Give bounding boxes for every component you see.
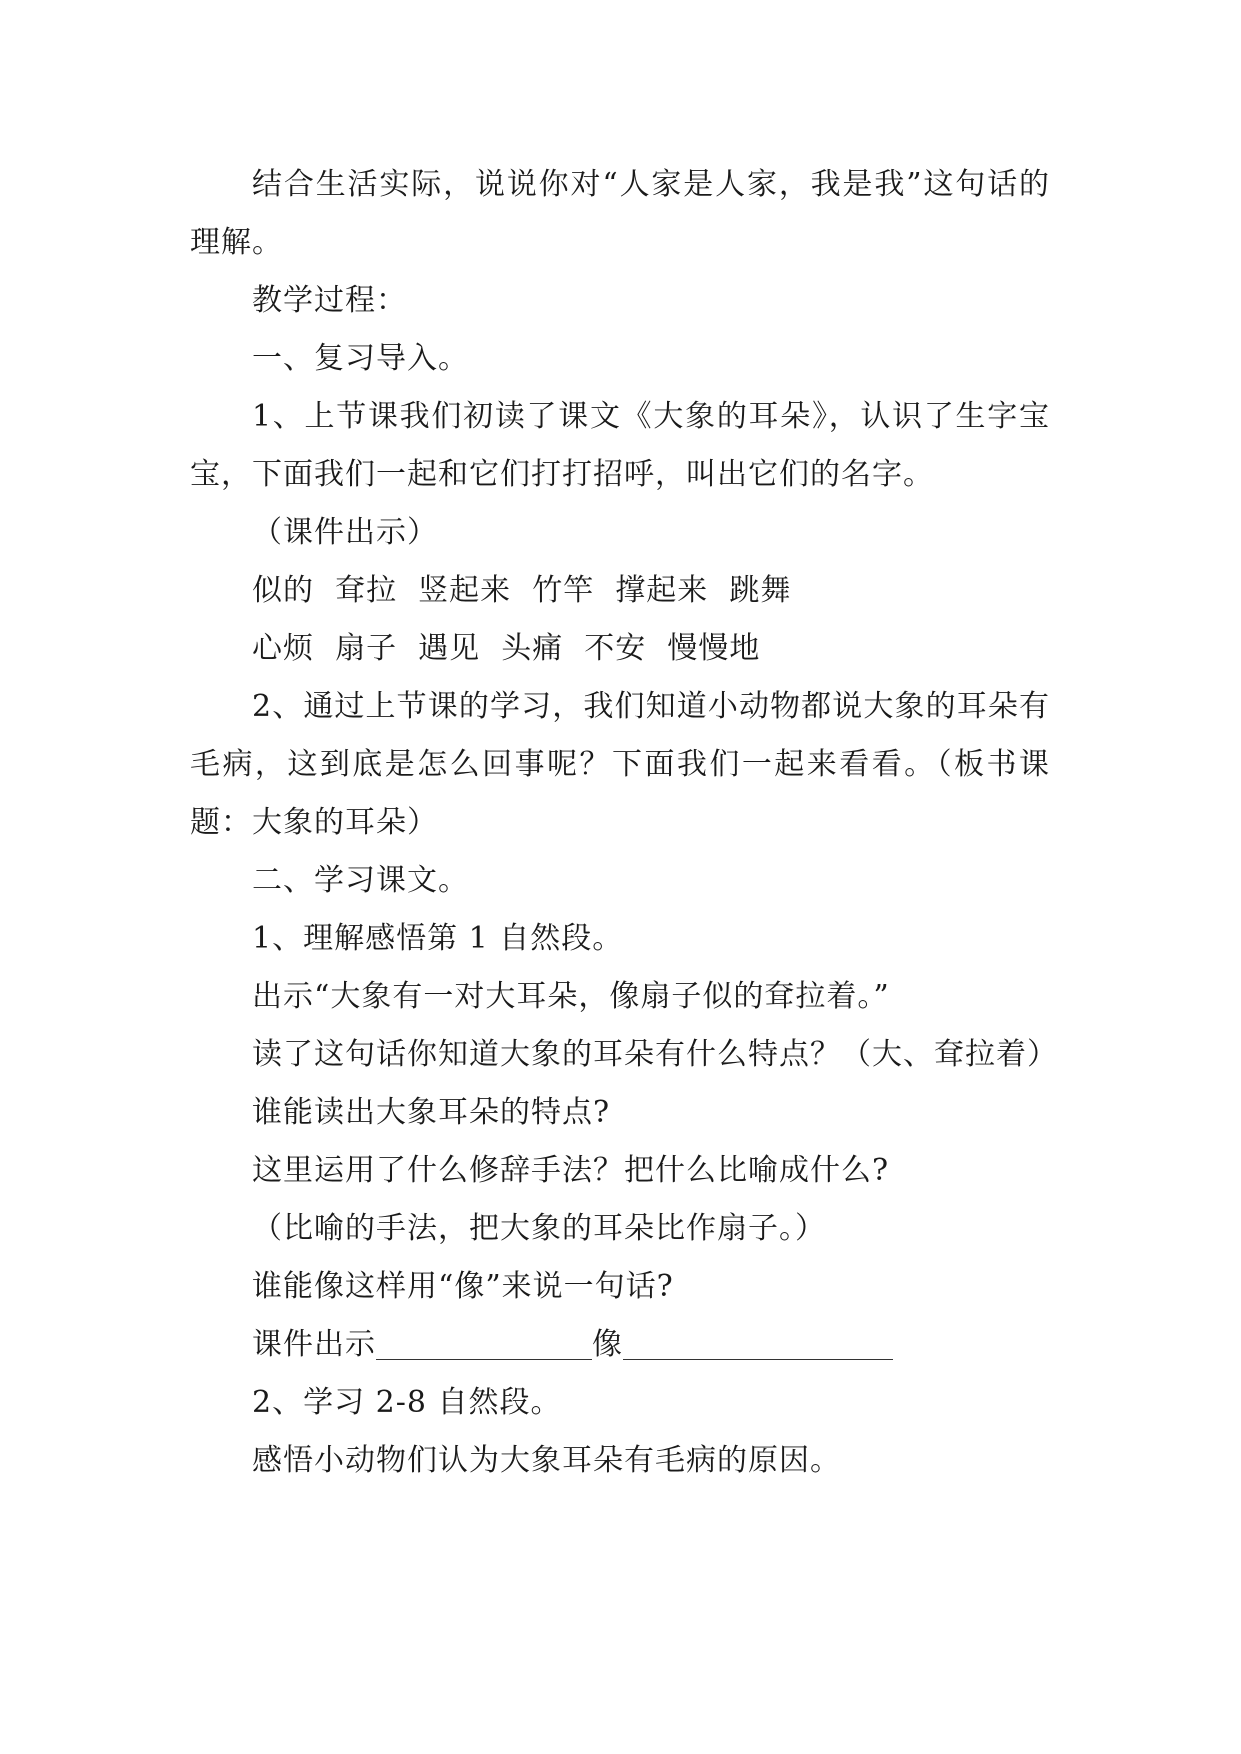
paragraph-question-sentence: 谁能像这样用“像”来说一句话? [252,1269,674,1304]
section-heading-review: 一、复习导入。 [252,341,469,376]
blank-underline-1 [376,1358,592,1360]
paragraph-study-2: 2、学习 2-8 自然段。 [252,1385,562,1420]
paragraph-answer-metaphor: （比喻的手法，把大象的耳朵比作扇子。） [252,1211,826,1246]
paragraph-task: 结合生活实际，说说你对“人家是人家，我是我”这句话的理解。 [190,167,1050,260]
fill-blank-line [190,1316,1050,1374]
paragraph-quote: 出示“大象有一对大耳朵，像扇子似的耷拉着。” [252,979,890,1014]
section-heading-study: 二、学习课文。 [252,863,469,898]
paragraph-question-feature: 读了这句话你知道大象的耳朵有什么特点？（大、耷拉着） [252,1037,1058,1072]
vocabulary-row-2: 心烦 扇子 遇见 头痛 不安 慢慢地 [252,631,761,666]
paragraph-question-read: 谁能读出大象耳朵的特点? [252,1095,611,1130]
paragraph-study-2-goal: 感悟小动物们认为大象耳朵有毛病的原因。 [252,1443,841,1478]
paragraph-courseware-note: （课件出示） [252,515,438,550]
paragraph-question-rhetoric: 这里运用了什么修辞手法？把什么比喻成什么? [252,1153,890,1188]
paragraph-review-2: 2、通过上节课的学习，我们知道小动物都说大象的耳朵有毛病，这到底是怎么回事呢？下面我们一起来看看。（板书课题：大象的耳朵） [190,689,1050,840]
fill-blank-prefix: 课件出示 [252,1327,376,1362]
paragraph-study-1: 1、理解感悟第 1 自然段。 [252,921,624,956]
vocabulary-row-1: 似的 耷拉 竖起来 竹竿 撑起来 跳舞 [252,573,792,608]
blank-underline-2 [623,1358,893,1360]
document-body [190,156,1058,1490]
paragraph-teaching-process: 教学过程： [252,283,407,318]
fill-blank-middle: 像 [592,1327,623,1362]
paragraph-review-1: 1、上节课我们初读了课文《大象的耳朵》，认识了生字宝宝，下面我们一起和它们打打招呼，叫出它们的名字。 [190,399,1050,492]
